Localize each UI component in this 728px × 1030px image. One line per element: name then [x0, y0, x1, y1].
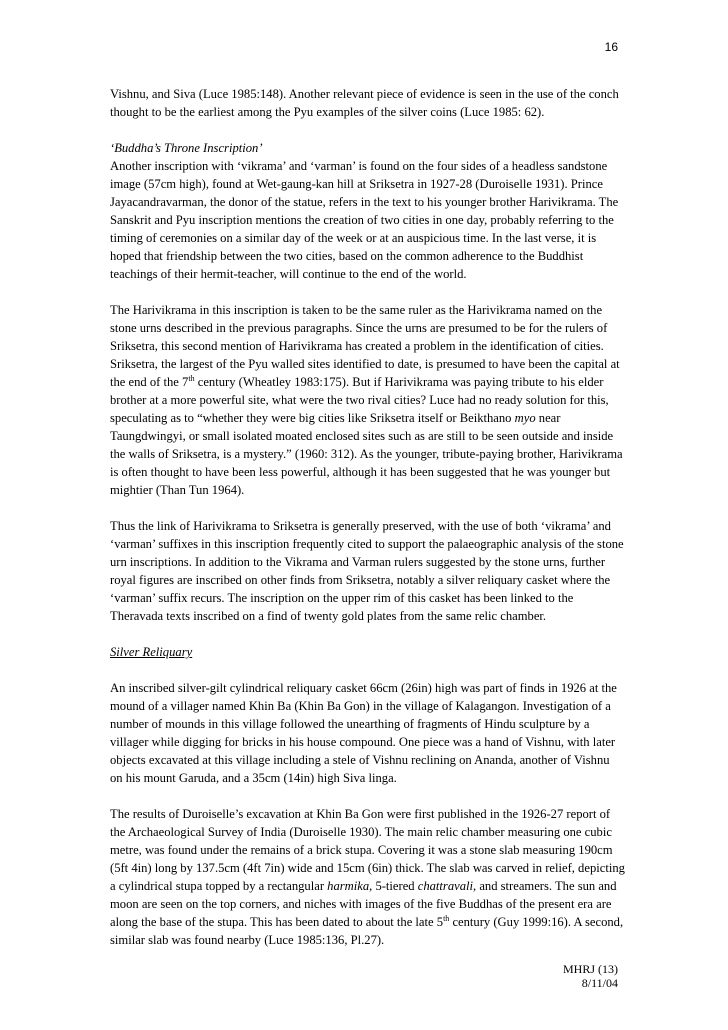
paragraph-text: , 5-tiered [369, 879, 418, 893]
paragraph [110, 301, 625, 499]
italic-term: myo [514, 411, 536, 425]
page-number: 16 [604, 40, 618, 54]
page-footer [563, 962, 618, 990]
section-heading: ‘Buddha’s Throne Inscription’ [110, 141, 263, 155]
footer-journal: MHRJ (13) [562, 962, 618, 976]
paragraph-text: Another inscription with ‘vikrama’ and ‘varman’ is found on the four sides of a headless sandstone image (57cm high), found at Wet-gaung-kan hill at Sriksetra in 1927-28 (Duroiselle 1931). Prince Jayacandravarman, the donor of the statue, refers in the text to his younger brother Harivikrama. The Sanskrit and Pyu inscription mentions the creation of two cities in one day, probably referring to the timing of ceremonies on a similar day of the week or at an auspicious time. In the last verse, it is hoped that friendship between the two cities, based on the common adherence to the Buddhist teachings of their hermit-teacher, will continue to the end of the world. [110, 159, 619, 281]
paragraph: An inscribed silver-gilt cylindrical reliquary casket 66cm (26in) high was part of finds in 1926 at the mound of a villager named Khin Ba (Khin Ba Gon) in the village of Kalagangon. Investigation of a number of mounds in this village followed the unearthing of fragments of Hindu sculpture by a villager while digging for bricks in his house compound. One piece was a hand of Vishnu, with later objects excavated at this village including a stele of Vishnu reclining on Ananda, another of Vishnu on his mount Garuda, and a 35cm (14in) high Siva linga. [110, 681, 617, 785]
paragraph: Vishnu, and Siva (Luce 1985:148). Another relevant piece of evidence is seen in the use of the conch thought to be the earliest among the Pyu examples of the silver coins (Luce 1985: 62). [110, 87, 619, 119]
paragraph-text: century (Wheatley 1983:175). But if Harivikrama was paying tribute to his elder brother at a more powerful site, what were the two rival cities? Luce had no ready solution for this, speculating as to “whether they were big cities like Sriksetra itself or Beikthano [110, 375, 609, 425]
section-heading: Silver Reliquary [110, 645, 193, 659]
paragraph: Thus the link of Harivikrama to Sriksetra is generally preserved, with the use of both ‘vikrama’ and ‘varman’ suffixes in this inscription frequently cited to support the palaeographic analysis of the stone urn inscriptions. In addition to the Vikrama and Varman rulers suggested by the stone urns, further royal figures are inscribed on other finds from Sriksetra, notably a silver reliquary casket where the ‘varman’ suffix recurs. The inscription on the upper rim of this casket has been linked to the Theravada texts inscribed on a find of twenty gold plates from the same relic chamber. [110, 519, 624, 623]
paragraph [110, 805, 625, 949]
superscript: th [443, 914, 450, 923]
paragraph-text: , and streamers. The sun and moon are seen on the top corners, and niches with images of the five Buddhas of the present era are along the base of the stupa. This has been dated to about the late 5 [110, 879, 617, 929]
italic-term: chattravali [417, 879, 474, 893]
paragraph-text: The Harivikrama in this inscription is taken to be the same ruler as the Harivikrama named on the stone urns described in the previous paragraphs. Since the urns are presumed to be for the rulers of Sriksetra, this second mention of Harivikrama has created a problem in the identification of cities. Sriksetra, the largest of the Pyu walled sites identified to date, is presumed to have been the capital at the end of the 7 [110, 303, 620, 389]
paragraph [110, 643, 625, 661]
paragraph-text: century (Guy 1999:16). A second, similar slab was found nearby (Luce 1985:136, Pl.27). [110, 915, 624, 947]
italic-term: harmika [327, 879, 370, 893]
paragraph-text: The results of Duroiselle’s excavation at Khin Ba Gon were first published in the 1926-27 report of the Archaeological Survey of India (Duroiselle 1930). The main relic chamber measuring one cubic metre, was found under the remains of a brick stupa. Covering it was a stone slab measuring 190cm (5ft 4in) long by 137.5cm (4ft 7in) wide and 15cm (6in) thick. The slab was carved in relief, depicting a cylindrical stupa topped by a rectangular [110, 807, 625, 893]
footer-date: 8/11/04 [581, 976, 618, 990]
paragraph [110, 139, 625, 283]
paragraph-text: near Taungdwingyi, or small isolated moated enclosed sites such as are still to be seen outside and inside the walls of Sriksetra, is a mystery.” (1960: 312). As the younger, tribute-paying brother, Harivikrama is often thought to have been less powerful, although it has been suggested that he was younger but mightier (Than Tun 1964). [110, 411, 623, 497]
body-text [110, 85, 625, 967]
superscript: th [188, 374, 195, 383]
